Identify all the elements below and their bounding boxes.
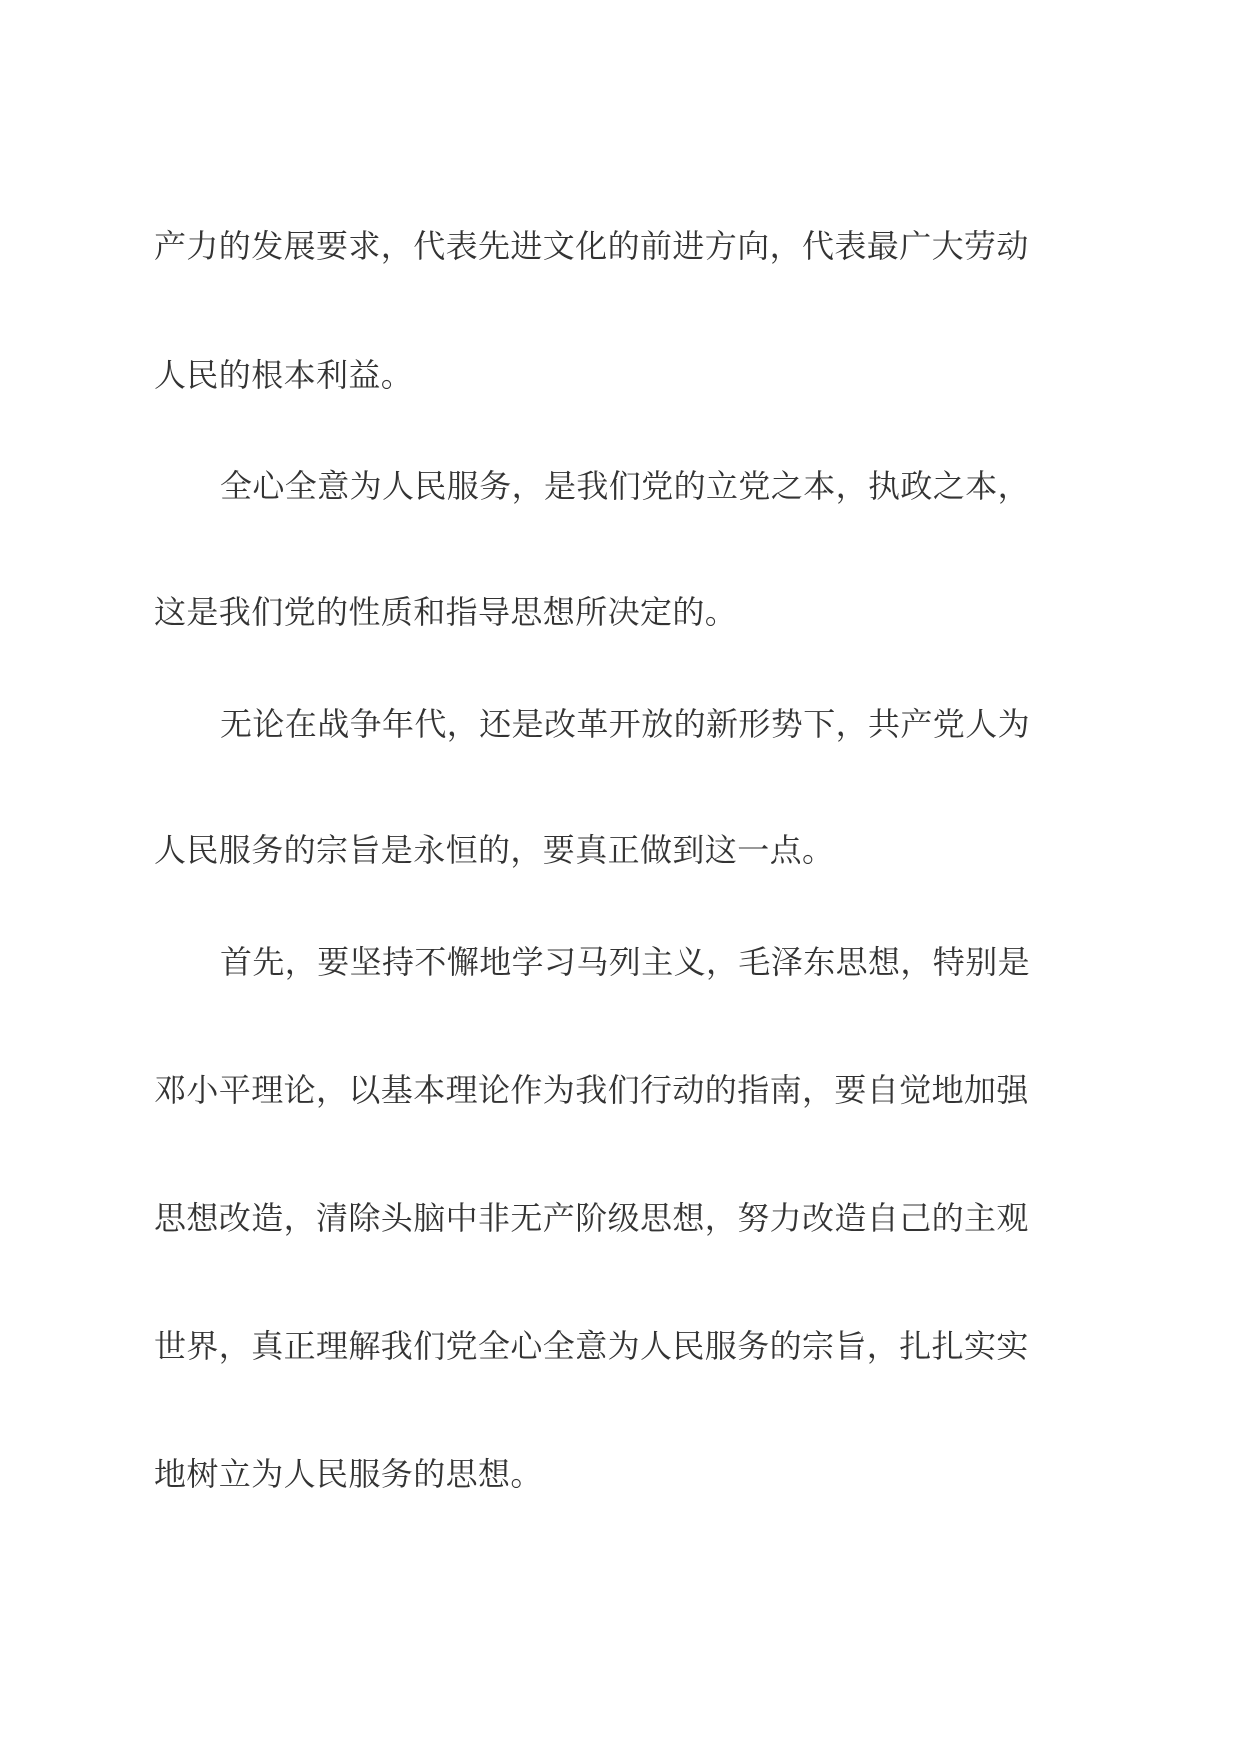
text-line: 世界，真正理解我们党全心全意为人民服务的宗旨，扎扎实实 [154,1327,1029,1365]
text-line: 思想改造，清除头脑中非无产阶级思想，努力改造自己的主观 [154,1199,1029,1237]
text-line: 产力的发展要求，代表先进文化的前进方向，代表最广大劳动 [154,227,1029,265]
paragraph-start-line: 全心全意为人民服务，是我们党的立党之本，执政之本， [220,467,1031,505]
text-line: 地树立为人民服务的思想。 [154,1455,543,1493]
text-line: 人民服务的宗旨是永恒的，要真正做到这一点。 [154,831,835,869]
text-line: 邓小平理论，以基本理论作为我们行动的指南，要自觉地加强 [154,1071,1029,1109]
paragraph-start-line: 首先，要坚持不懈地学习马列主义，毛泽东思想，特别是 [220,943,1031,981]
text-line: 这是我们党的性质和指导思想所决定的。 [154,593,738,631]
text-line: 人民的根本利益。 [154,356,414,394]
paragraph-start-line: 无论在战争年代，还是改革开放的新形势下，共产党人为 [220,705,1031,743]
